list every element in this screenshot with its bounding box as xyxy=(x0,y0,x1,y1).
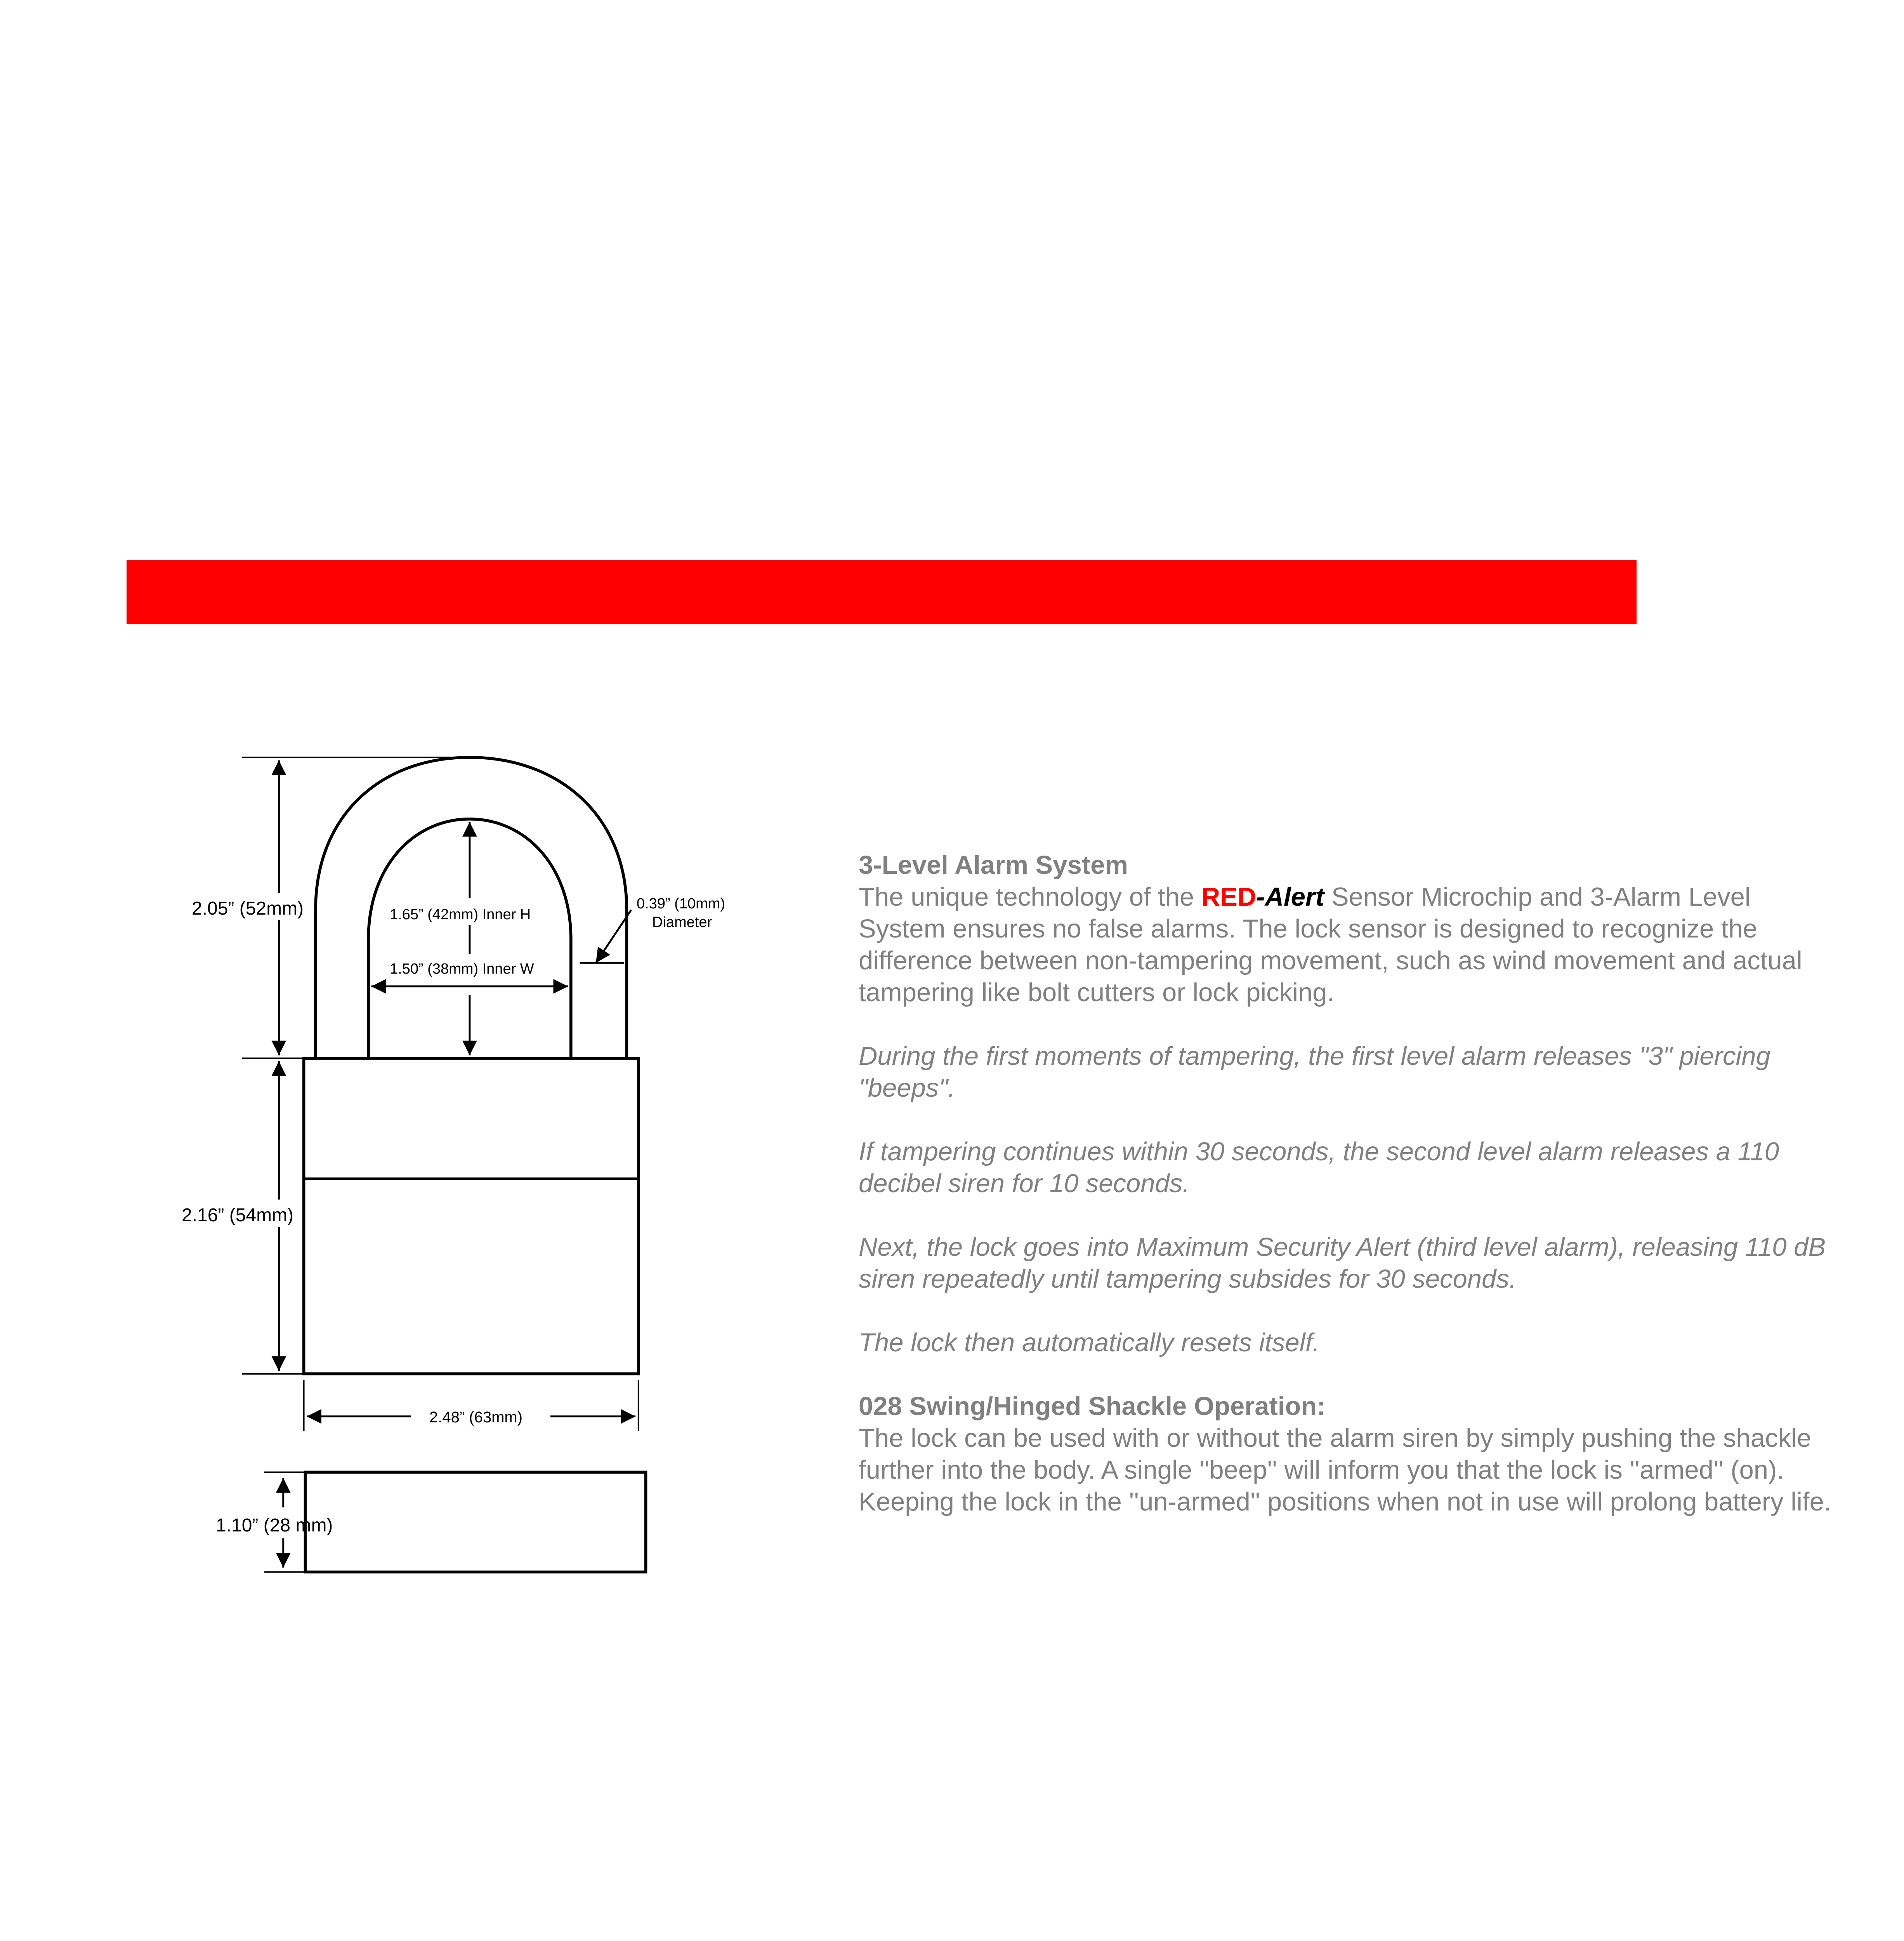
label-body-height: 2.16” (54mm) xyxy=(182,1205,294,1226)
side-view-body xyxy=(305,1472,646,1572)
shackle-heading: 028 Swing/Hinged Shackle Operation: xyxy=(859,1392,1326,1421)
reset-text: The lock then automatically resets itself. xyxy=(859,1328,1320,1357)
shackle-text: The lock can be used with or without the alarm siren by simply pushing the shackle further into the body. A single ''beep'' will inform you that the lock is ''armed'' (on). Keeping the lock in the ''un-armed'' positions when not in use will prolong battery life. xyxy=(859,1424,1831,1516)
intro-text-after: Sensor Microchip and 3-Alarm Level System ensures no false alarms. The lock sensor is designed to recognize the difference between non-tampering movement, such as wind movement and actual tampering like bolt cutters or lock picking. xyxy=(859,882,1802,1007)
label-inner-height: 1.65” (42mm) Inner H xyxy=(390,906,531,923)
label-body-width: 2.48” (63mm) xyxy=(429,1409,523,1426)
label-diameter-line1: 0.39” (10mm) xyxy=(637,896,725,912)
alarm-section xyxy=(859,849,1837,1009)
brand-alert: -Alert xyxy=(1256,882,1324,911)
lock-body xyxy=(304,1058,639,1374)
label-body-depth: 1.10” (28 mm) xyxy=(216,1515,333,1536)
brand-red: RED xyxy=(1201,882,1257,911)
intro-text-before: The unique technology of the xyxy=(859,882,1201,911)
level1-text: During the first moments of tampering, the first level alarm releases "3" piercing "beeps". xyxy=(859,1042,1770,1102)
shackle-section xyxy=(859,1391,1837,1518)
alarm-heading: 3-Level Alarm System xyxy=(859,851,1128,880)
level2-text: If tampering continues within 30 seconds, the second level alarm releases a 110 decibel siren for 10 seconds. xyxy=(859,1137,1779,1198)
label-inner-width: 1.50” (38mm) Inner W xyxy=(390,961,534,977)
level3-text: Next, the lock goes into Maximum Security Alert (third level alarm), releasing 110 dB siren repeatedly until tampering subsides for 30 seconds. xyxy=(859,1233,1826,1293)
description-text xyxy=(859,849,1837,1550)
label-diameter-line2: Diameter xyxy=(652,914,712,931)
label-shackle-height: 2.05” (52mm) xyxy=(192,898,304,919)
